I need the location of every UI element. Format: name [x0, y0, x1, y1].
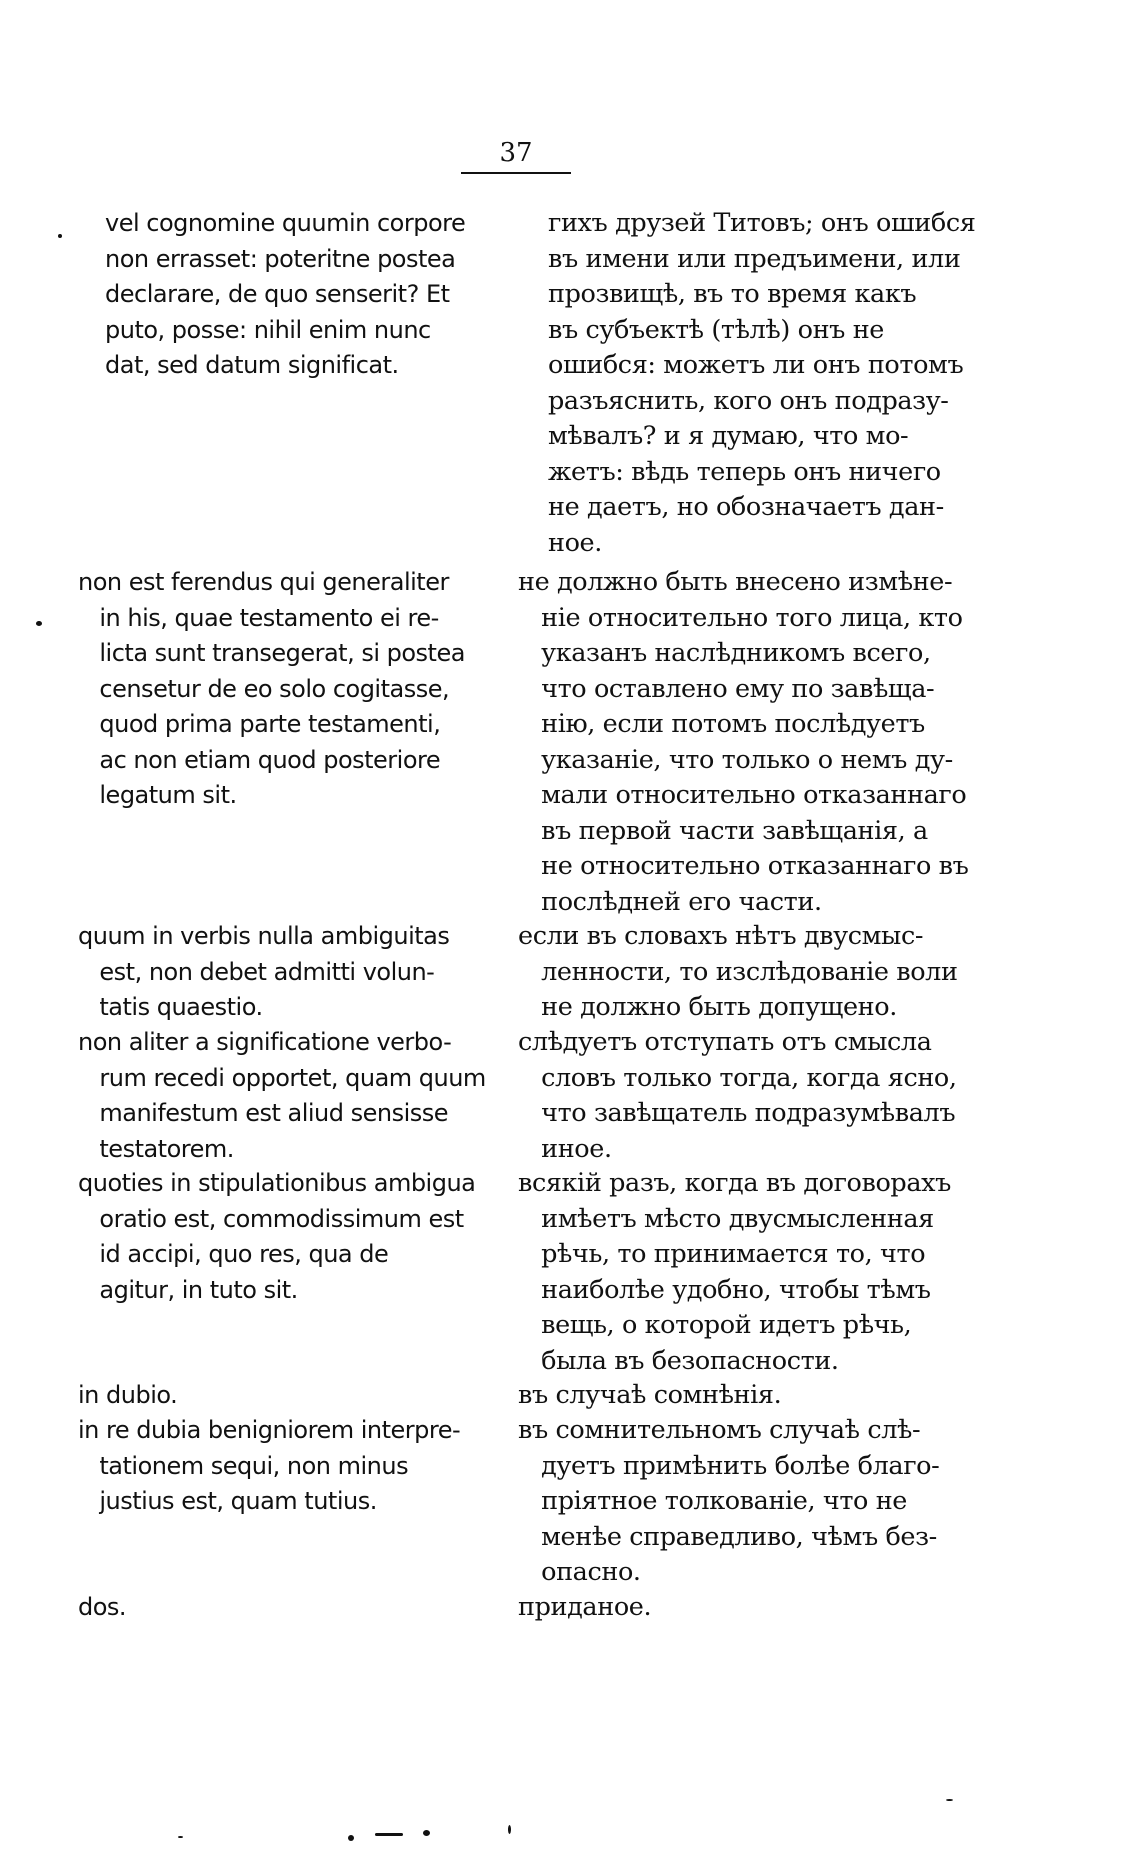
- scan-speck: [36, 621, 42, 626]
- scan-speck: [946, 1799, 953, 1801]
- entry-russian-quum-in-verbis: если въ словахъ нѣтъ двусмыс- ленности, то изслѣдованіе воли не должно быть допущено.: [518, 921, 958, 1022]
- scan-speck: [178, 1836, 183, 1838]
- header-rule: [461, 172, 571, 174]
- entry-latin-quoties: quoties in stipulationibus ambigua oratio est, commodissimum est id accipi, quo res, qua de agitur, in tuto sit.: [78, 1169, 476, 1304]
- entry-latin-non-aliter: non aliter a significatione verbo- rum recedi opportet, quam quum manifestum est aliud sensisse testatorem.: [78, 1028, 486, 1163]
- entry-latin-vel-cognomine: vel cognomine quumin corpore non errasset: poteritne postea declarare, de quo senserit? Et puto, posse: nihil enim nunc dat, sed datum significat.: [105, 209, 466, 379]
- page-number: 37: [499, 138, 533, 168]
- entry-russian-in-re-dubia: въ сомнительномъ случаѣ слѣ- дуетъ примѣнить болѣе благо- пріятное толкованіе, что не менѣе справедливо, чѣмъ без- опасно.: [518, 1415, 940, 1587]
- entry-latin-quum-in-verbis: quum in verbis nulla ambiguitas est, non debet admitti volun- tatis quaestio.: [78, 922, 450, 1021]
- scan-speck: [375, 1833, 403, 1836]
- scan-speck: [348, 1835, 354, 1841]
- entry-latin-non-est-ferendus: non est ferendus qui generaliter in his, quae testamento ei re- licta sunt transegerat, si postea censetur de eo solo cogitasse, quod prima parte testamenti, ac non etiam quod posteriore legatum sit.: [78, 568, 465, 809]
- entry-russian-non-est-ferendus: не должно быть внесено измѣне- ніе относительно того лица, кто указанъ наслѣдникомъ всего, что оставлено ему по завѣща- нію, если потомъ послѣдуетъ указаніе, что только о немъ ду- мали относительно отказаннаго въ первой части завѣщанія, а не относительно отказаннаго въ послѣдней его части.: [518, 567, 969, 917]
- scan-speck: [58, 234, 62, 238]
- scan-speck: [508, 1825, 511, 1834]
- entry-russian-quoties: всякій разъ, когда въ договорахъ имѣетъ мѣсто двусмысленная рѣчь, то принимается то, что наиболѣе удобно, чтобы тѣмъ вещь, о которой идетъ рѣчь, была въ безопасности.: [518, 1168, 951, 1376]
- scan-speck: [423, 1830, 430, 1836]
- entry-russian-dos: приданое.: [518, 1592, 652, 1622]
- entry-russian-non-aliter: слѣдуетъ отступать отъ смысла словъ только тогда, когда ясно, что завѣщатель подразумѣвалъ иное.: [518, 1027, 957, 1164]
- entry-russian-vel-cognomine: гихъ друзей Титовъ; онъ ошибся въ имени или предъимени, или прозвищѣ, въ то время какъ въ субъектѣ (тѣлѣ) онъ не ошибся: можетъ ли онъ потомъ разъяснить, кого онъ подразу- мѣвалъ? и я думаю, что мо- жетъ: вѣдь теперь онъ ничего не даетъ, но обозначаетъ дан- ное.: [548, 208, 976, 558]
- entry-latin-in-re-dubia: in re dubia benigniorem interpre- tationem sequi, non minus justius est, quam tutius.: [78, 1416, 461, 1515]
- entry-russian-in-dubio: въ случаѣ сомнѣнія.: [518, 1380, 782, 1410]
- entry-latin-dos: dos.: [78, 1593, 127, 1621]
- entry-latin-in-dubio: in dubio.: [78, 1381, 178, 1409]
